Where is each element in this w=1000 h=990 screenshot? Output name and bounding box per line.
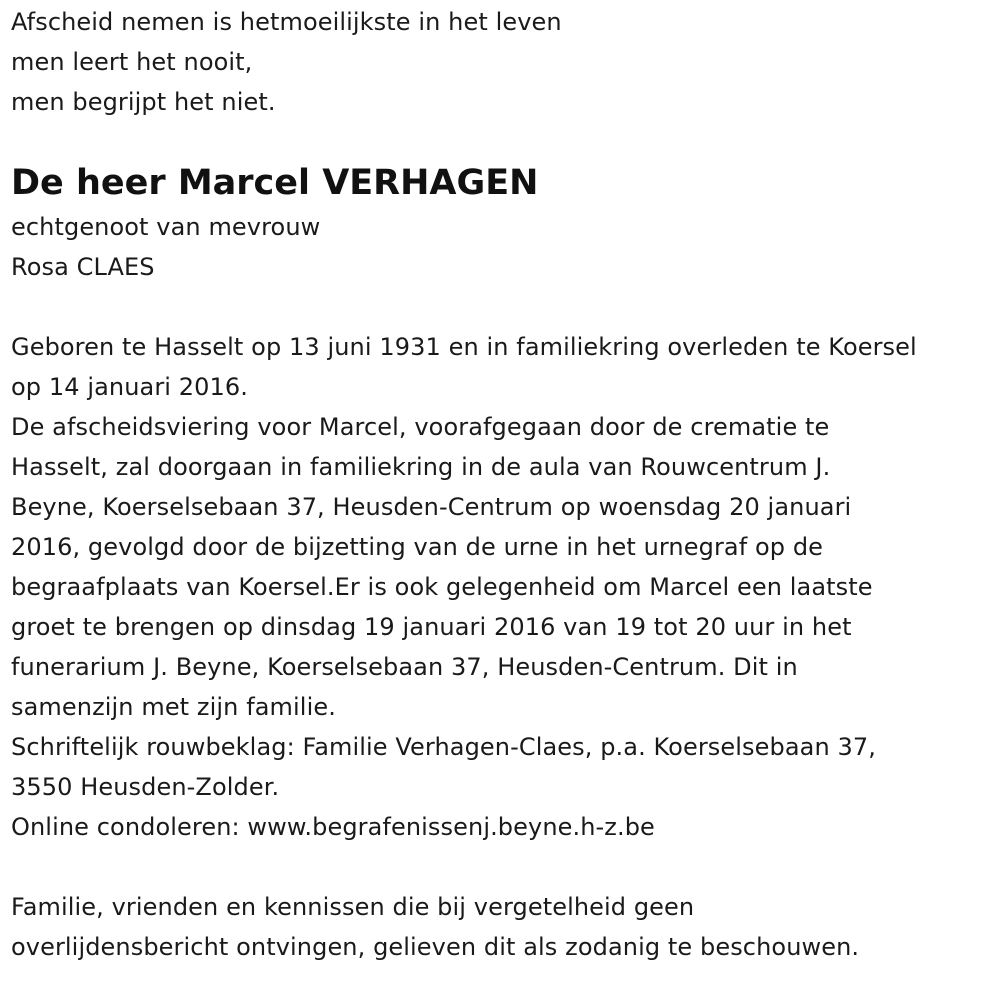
body-line: 2016, gevolgd door de bijzetting van de urne in het urnegraf op de [11,533,824,561]
poem-line: Afscheid nemen is hetmoeilijkste in het leven [11,8,562,36]
body-line: 3550 Heusden-Zolder. [11,773,280,801]
closing-line: overlijdensbericht ontvingen, gelieven dit als zodanig te beschouwen. [11,933,860,961]
closing-text [11,887,996,967]
body-line: Geboren te Hasselt op 13 juni 1931 en in familiekring overleden te Koersel [11,333,917,361]
spacer [11,287,996,327]
body-line: begraafplaats van Koersel.Er is ook gelegenheid om Marcel een laatste [11,573,873,601]
poem-line: men begrijpt het niet. [11,88,276,116]
body-line: Hasselt, zal doorgaan in familiekring in de aula van Rouwcentrum J. [11,453,831,481]
poem [11,2,996,122]
obituary-notice [11,2,996,967]
body-line: groet te brengen op dinsdag 19 januari 2016 van 19 tot 20 uur in het [11,613,852,641]
spouse-line: echtgenoot van mevrouw [11,213,321,241]
body-line: funerarium J. Beyne, Koerselsebaan 37, Heusden-Centrum. Dit in [11,653,798,681]
spouse-line: Rosa CLAES [11,253,155,281]
body-line: Schriftelijk rouwbeklag: Familie Verhagen-Claes, p.a. Koerselsebaan 37, [11,733,876,761]
body-line: Online condoleren: www.begrafenissenj.beyne.h-z.be [11,813,655,841]
spacer [11,847,996,887]
body-line: samenzijn met zijn familie. [11,693,336,721]
spouse-info [11,207,996,287]
body-line: Beyne, Koerselsebaan 37, Heusden-Centrum op woensdag 20 januari [11,493,852,521]
deceased-name: De heer Marcel VERHAGEN [11,163,539,203]
body-text [11,327,996,847]
body-line: De afscheidsviering voor Marcel, voorafgegaan door de crematie te [11,413,830,441]
poem-line: men leert het nooit, [11,48,253,76]
closing-line: Familie, vrienden en kennissen die bij vergetelheid geen [11,893,695,921]
body-line: op 14 januari 2016. [11,373,248,401]
